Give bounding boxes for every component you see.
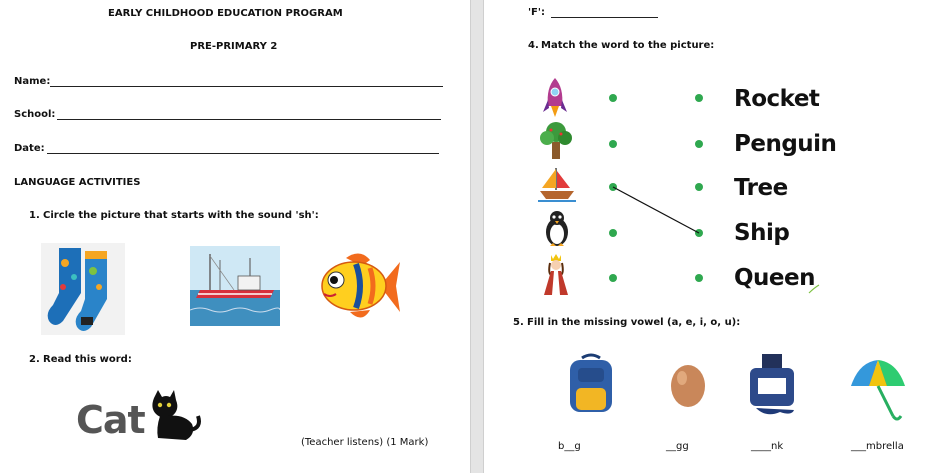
class-title: PRE-PRIMARY 2	[190, 41, 278, 52]
name-line[interactable]	[50, 86, 443, 87]
q4-number: 4.	[528, 40, 539, 51]
blank-ink[interactable]: ____nk	[751, 441, 784, 452]
page-gutter	[470, 0, 484, 473]
cat-word: Cat	[76, 398, 145, 442]
fish-picture[interactable]	[316, 250, 402, 324]
q1-number: 1.	[29, 210, 40, 221]
left-page	[0, 0, 470, 473]
q4-text: Match the word to the picture:	[541, 40, 715, 51]
match-word-tree: Tree	[734, 175, 788, 201]
school-label: School:	[14, 109, 56, 120]
q5-number: 5.	[513, 317, 524, 328]
cat-picture	[146, 388, 202, 444]
match-word-penguin: Penguin	[734, 131, 837, 157]
section-heading: LANGUAGE ACTIVITIES	[14, 177, 141, 188]
date-line[interactable]	[47, 153, 439, 154]
bag-picture[interactable]	[564, 352, 618, 416]
right-page	[484, 0, 947, 473]
socks-picture[interactable]	[41, 243, 125, 335]
school-line[interactable]	[57, 119, 441, 120]
match-word-rocket: Rocket	[734, 86, 820, 112]
name-label: Name:	[14, 76, 51, 87]
blank-bag[interactable]: b__g	[558, 441, 581, 452]
blank-umbrella[interactable]: ___mbrella	[851, 441, 904, 452]
match-word-queen: Queen	[734, 265, 815, 291]
date-label: Date:	[14, 143, 45, 154]
program-title: EARLY CHILDHOOD EDUCATION PROGRAM	[108, 8, 343, 19]
q2-text: Read this word:	[43, 354, 132, 365]
q5-text: Fill in the missing vowel (a, e, i, o, u):	[527, 317, 741, 328]
q1-text: Circle the picture that starts with the sound 'sh':	[43, 210, 319, 221]
f-prompt: 'F':	[528, 7, 545, 18]
blank-egg[interactable]: __gg	[666, 441, 689, 452]
match-word-ship: Ship	[734, 220, 790, 246]
q2-note: (Teacher listens) (1 Mark)	[301, 437, 429, 448]
ink-picture[interactable]	[746, 352, 798, 420]
ship-picture[interactable]	[190, 246, 280, 326]
egg-picture[interactable]	[668, 360, 708, 410]
q2-number: 2.	[29, 354, 40, 365]
umbrella-picture[interactable]	[849, 356, 907, 422]
